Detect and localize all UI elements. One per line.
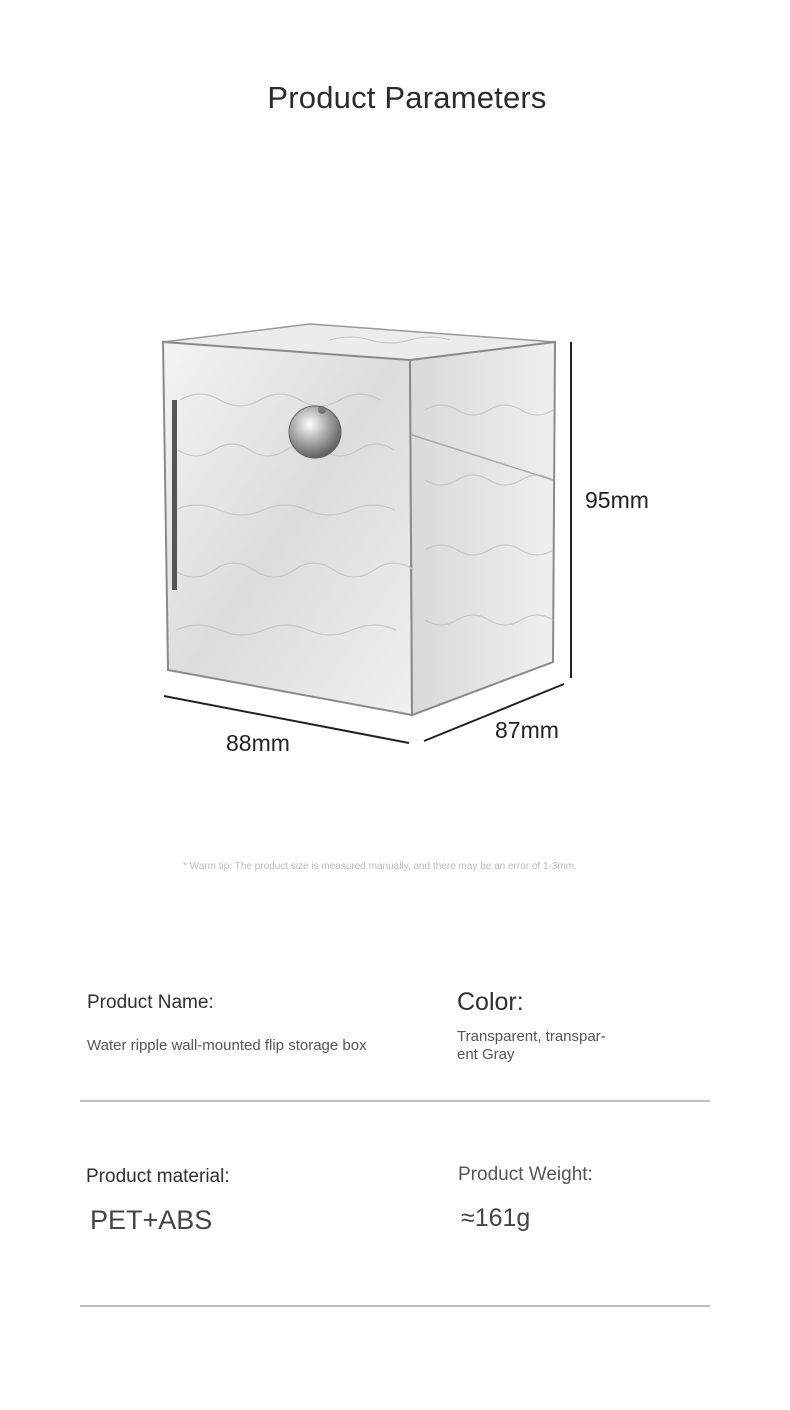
weight-label: Product Weight: [458, 1164, 593, 1185]
divider [80, 1305, 710, 1307]
storage-box-drawing [150, 310, 670, 770]
color-value-line1: Transparent, transpar- [457, 1028, 606, 1045]
color-label: Color: [457, 988, 524, 1016]
box-side-face [410, 342, 555, 715]
product-name-label: Product Name: [87, 992, 214, 1013]
box-slot [172, 400, 177, 590]
product-name-value: Water ripple wall-mounted flip storage box [87, 1037, 367, 1054]
depth-label: 87mm [495, 717, 559, 743]
page-title: Product Parameters [267, 80, 547, 115]
material-label: Product material: [86, 1166, 230, 1187]
knob-icon [289, 406, 341, 458]
weight-value: ≈161g [461, 1204, 531, 1232]
divider [80, 1100, 710, 1102]
color-value-line2: ent Gray [457, 1046, 515, 1063]
height-label: 95mm [585, 487, 649, 513]
warm-tip: * Warm tip: The product size is measured manually, and there may be an error of 1-3mm. [183, 861, 577, 872]
product-illustration [150, 310, 670, 770]
material-value: PET+ABS [90, 1205, 213, 1235]
box-front-face [163, 342, 412, 715]
width-label: 88mm [226, 730, 290, 756]
